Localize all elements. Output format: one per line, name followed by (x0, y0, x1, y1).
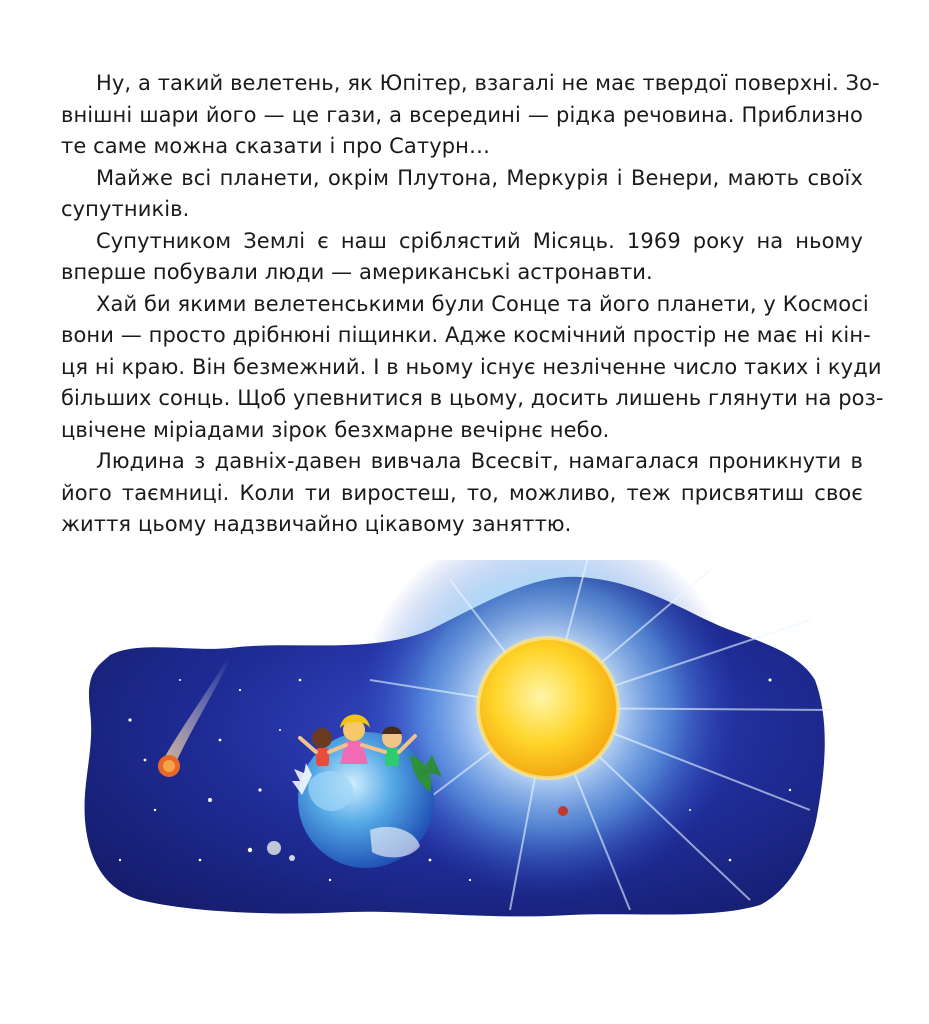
text-line: його таємниці. Коли ти виростеш, то, можливо, теж присвятиш своє (61, 480, 863, 505)
text-line: те саме можна сказати і про Сатурн… (61, 134, 491, 158)
text-line: цвічене міріадами зірок безхмарне вечірнє небо. (61, 417, 610, 442)
text-line: життя цьому надзвичайно цікавому заняттю. (61, 512, 572, 536)
red-planet (558, 806, 568, 816)
text-line: Ну, а такий велетень, як Юпітер, взагалі не має твердої поверхні. Зо- (96, 71, 880, 95)
text-line: більших сонць. Щоб упевнитися в цьому, досить лишень глянути на роз- (61, 386, 884, 410)
text-line: супутників. (61, 197, 190, 221)
text-line: ця ні краю. Він безмежний. І в ньому існує незліченне число таких і куди (61, 354, 882, 379)
text-line: Хай би якими велетенськими були Сонце та його планети, у Космосі (96, 291, 869, 316)
small-planet (267, 841, 281, 855)
space-illustration (70, 560, 850, 940)
text-line: Людина з давніх-давен вивчала Всесвіт, намагалася проникнути в (96, 449, 863, 473)
text-line: вперше побували люди — американські астронавти. (61, 260, 653, 284)
page-text (61, 68, 884, 541)
text-line: Майже всі планети, окрім Плутона, Меркурія і Венери, мають своїх (96, 165, 863, 190)
text-line: вони — просто дрібнюні піщинки. Адже космічний простір не має ні кін- (61, 323, 871, 347)
text-line: внішні шари його — це гази, а всередині — рідка речовина. Приблизно (61, 102, 863, 127)
text-line: Супутником Землі є наш сріблястий Місяць. 1969 року на ньому (96, 228, 863, 253)
small-planet (289, 855, 295, 861)
